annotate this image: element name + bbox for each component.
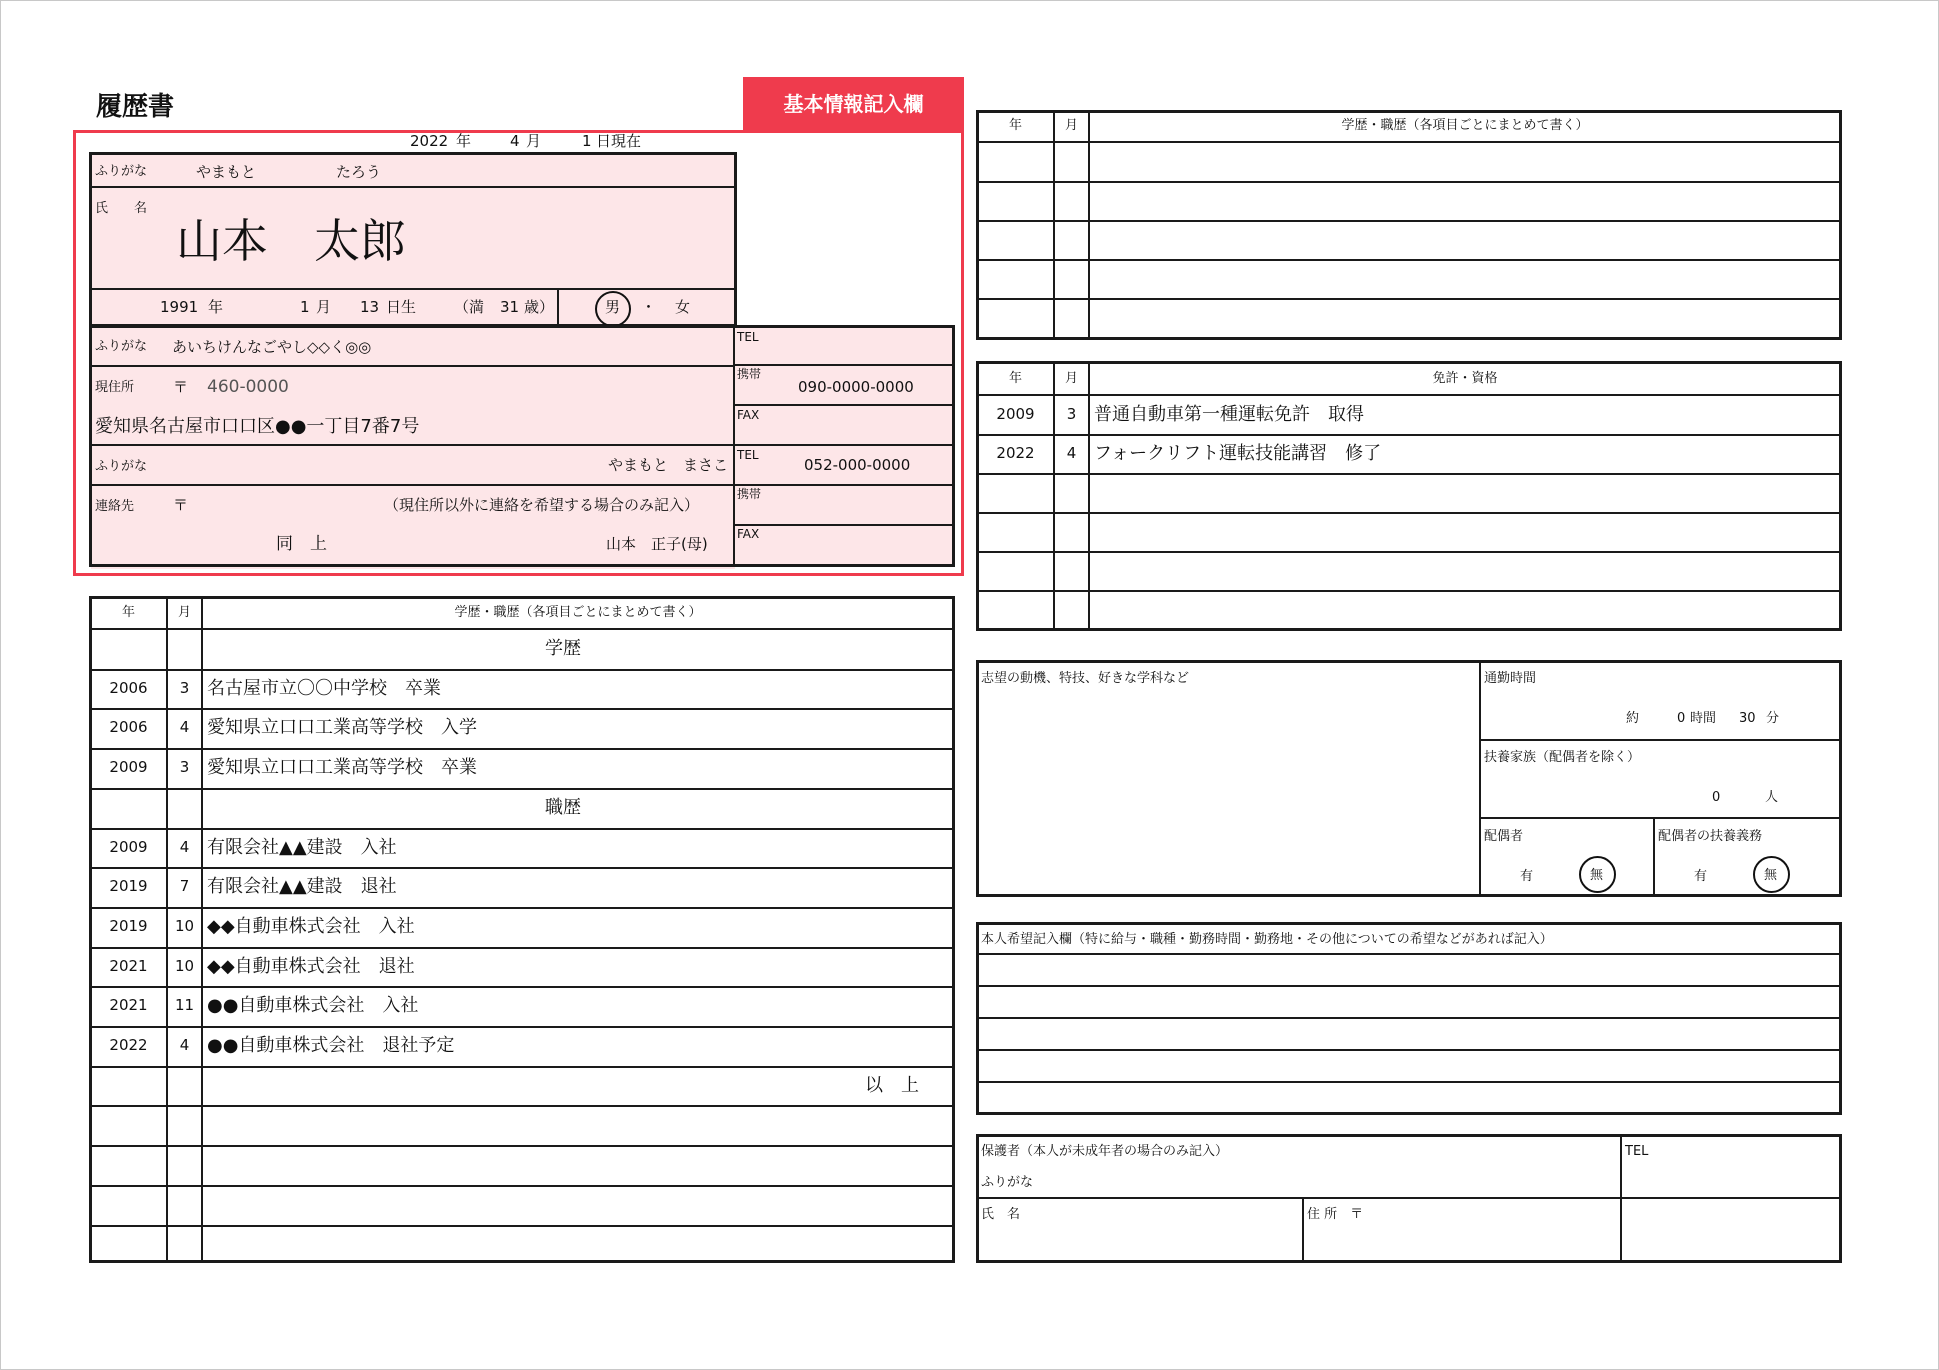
history-left-detail-cell[interactable]: 有限会社▲▲建設 退社 [207,876,397,898]
birth-year[interactable]: 1991 [160,298,199,316]
commute-hours-unit: 時間 [1690,711,1717,726]
support-yes[interactable]: 有 [1694,869,1708,884]
postal-code[interactable]: 460-0000 [207,377,289,397]
contact-same[interactable]: 同 上 [276,534,327,554]
address-box [89,325,955,567]
dependents-unit: 人 [1765,790,1779,805]
document-title: 履歴書 [96,92,175,122]
history-left-year-cell[interactable]: 2019 [109,877,148,896]
basic-info-tag [743,77,964,130]
history-left-detail-header: 学歴・職歴（各項目ごとにまとめて書く） [454,605,702,620]
history-left-month-cell[interactable]: 7 [179,877,190,896]
contact-fax-label: FAX [737,527,760,541]
age-close: 歳） [524,298,555,316]
history-left-month-cell[interactable]: 3 [179,758,190,777]
commute-minutes[interactable]: 30 [1739,711,1756,726]
history-left-detail-cell[interactable]: 愛知県立口口工業高等学校 卒業 [207,757,477,779]
basic-info-tag-label: 基本情報記入欄 [783,92,924,116]
contact-tel[interactable]: 052-000-0000 [804,456,911,474]
licenses-year-cell[interactable]: 2009 [996,405,1035,423]
contact-person[interactable]: 山本 正子(母) [606,535,708,553]
support-no[interactable]: 無 [1764,868,1778,883]
history-left-year-cell[interactable]: 2019 [109,916,148,935]
history-left-detail-cell[interactable]: 職歴 [545,796,581,818]
furigana-last[interactable]: やまもと [196,163,257,181]
history-left-detail-cell[interactable]: ●●自動車株式会社 退社予定 [207,1035,455,1056]
birth-day[interactable]: 13 [360,298,380,316]
history-left-detail-cell[interactable]: 愛知県立口口工業高等学校 入学 [207,717,477,739]
motivation-label: 志望の動機、特技、好きな学科など [981,671,1190,686]
age-value[interactable]: 31 [500,298,520,316]
spouse-support-label: 配偶者の扶養義務 [1658,829,1763,844]
guardian-address-label: 住 所 〒 [1307,1207,1364,1222]
guardian-label: 保護者（本人が未成年者の場合のみ記入） [981,1144,1229,1159]
gender-female[interactable]: 女 [675,298,691,316]
contact-furigana[interactable]: やまもと まさこ [608,456,729,474]
age-open: （満 [454,298,485,316]
dependents-count[interactable]: 0 [1712,790,1721,805]
history-left-year-cell[interactable]: 2021 [109,956,148,975]
commute-minutes-unit: 分 [1766,711,1780,726]
gender-dot: ・ [641,298,657,316]
furigana-label: ふりがな [95,164,148,179]
history-left-month-cell[interactable]: 4 [179,1036,190,1054]
birth-month-unit: 月 [316,298,332,316]
date-day-unit: 日現在 [596,132,642,150]
fax-label: FAX [737,408,760,422]
history-right-detail-header: 学歴・職歴（各項目ごとにまとめて書く） [1341,118,1589,133]
history-left-detail-cell[interactable]: 以 上 [865,1074,919,1096]
mobile-label: 携帯 [737,367,762,381]
history-left-month-cell[interactable]: 4 [179,837,190,856]
gender-male[interactable]: 男 [605,298,621,316]
spouse-no[interactable]: 無 [1590,868,1604,883]
address-label: 現住所 [95,380,135,395]
history-left-year-cell[interactable]: 2022 [109,1036,148,1054]
history-left-detail-cell[interactable]: 有限会社▲▲建設 入社 [207,836,397,858]
contact-note: （現住所以外に連絡を希望する場合のみ記入） [384,496,700,514]
commute-label: 通勤時間 [1484,671,1537,686]
history-right-year-header: 年 [1008,118,1022,133]
history-left-detail-cell[interactable]: ◆◆自動車株式会社 入社 [207,915,415,937]
address-text[interactable]: 愛知県名古屋市口口区●●一丁目7番7号 [95,416,420,437]
history-left-month-cell[interactable]: 11 [174,996,195,1015]
guardian-tel-label: TEL [1625,1144,1649,1159]
history-left-year-cell[interactable]: 2009 [109,758,148,777]
birth-day-unit: 日生 [386,298,417,316]
dependents-label: 扶養家族（配偶者を除く） [1484,750,1641,765]
history-left-month-cell[interactable]: 3 [179,678,190,697]
history-left-month-cell[interactable]: 10 [174,956,195,975]
spouse-label: 配偶者 [1484,829,1524,844]
history-left-detail-cell[interactable]: 学歴 [545,638,581,659]
history-left-detail-cell[interactable]: 名古屋市立〇〇中学校 卒業 [207,677,441,699]
history-left-month-cell[interactable]: 10 [174,916,195,935]
license-month-header: 月 [1064,371,1078,386]
licenses-year-cell[interactable]: 2022 [996,444,1035,462]
history-left-month-cell[interactable]: 4 [179,718,190,737]
date-month-unit: 月 [526,132,542,150]
licenses-detail-cell[interactable]: 普通自動車第一種運転免許 取得 [1094,404,1364,425]
motivation-box [976,660,1842,897]
commute-hours[interactable]: 0 [1677,711,1686,726]
contact-mobile-label: 携帯 [737,487,762,501]
birth-month[interactable]: 1 [300,298,310,316]
history-left-year-cell[interactable]: 2006 [109,678,148,697]
birth-year-unit: 年 [208,298,224,316]
licenses-month-cell[interactable]: 4 [1066,444,1077,462]
license-year-header: 年 [1008,371,1022,386]
licenses-month-cell[interactable]: 3 [1066,405,1077,423]
address-furigana[interactable]: あいちけんなごやし◇◇く◎◎ [172,338,372,356]
contact-label: 連絡先 [95,499,135,514]
date-year: 2022 [410,132,449,150]
address-furigana-label: ふりがな [95,339,148,354]
mobile-number[interactable]: 090-0000-0000 [798,378,914,396]
history-left-detail-cell[interactable]: ◆◆自動車株式会社 退社 [207,955,415,977]
wishes-label: 本人希望記入欄（特に給与・職種・勤務時間・勤務地・その他についての希望などがあれば記入） [981,932,1553,947]
tel-label: TEL [737,330,759,344]
history-table-right [976,110,1842,340]
date-year-unit: 年 [456,132,472,150]
history-left-month-header: 月 [177,605,191,620]
date-month: 4 [510,132,520,150]
postal-mark: 〒 [173,378,189,396]
history-left-year-cell[interactable]: 2009 [109,837,148,856]
spouse-yes[interactable]: 有 [1520,869,1534,884]
licenses-detail-cell[interactable]: フォークリフト運転技能講習 修了 [1094,443,1382,464]
guardian-furigana-label: ふりがな [981,1175,1034,1190]
date-day: 1 [582,132,592,150]
history-right-month-header: 月 [1064,118,1078,133]
license-detail-header: 免許・資格 [1432,371,1498,386]
name-label-1: 氏 [95,201,109,216]
name-label-2: 名 [134,201,148,216]
history-left-year-header: 年 [121,605,135,620]
commute-approx: 約 [1626,711,1640,726]
history-left-year-cell[interactable]: 2021 [109,996,148,1015]
contact-tel-label: TEL [737,448,759,462]
history-left-year-cell[interactable]: 2006 [109,718,148,737]
full-name[interactable]: 山本 太郎 [176,214,406,268]
guardian-name-label: 氏 名 [981,1207,1021,1222]
history-left-detail-cell[interactable]: ●●自動車株式会社 入社 [207,995,419,1017]
contact-postal-mark: 〒 [173,496,189,514]
furigana-first[interactable]: たろう [336,163,382,181]
contact-furigana-label: ふりがな [95,459,148,474]
